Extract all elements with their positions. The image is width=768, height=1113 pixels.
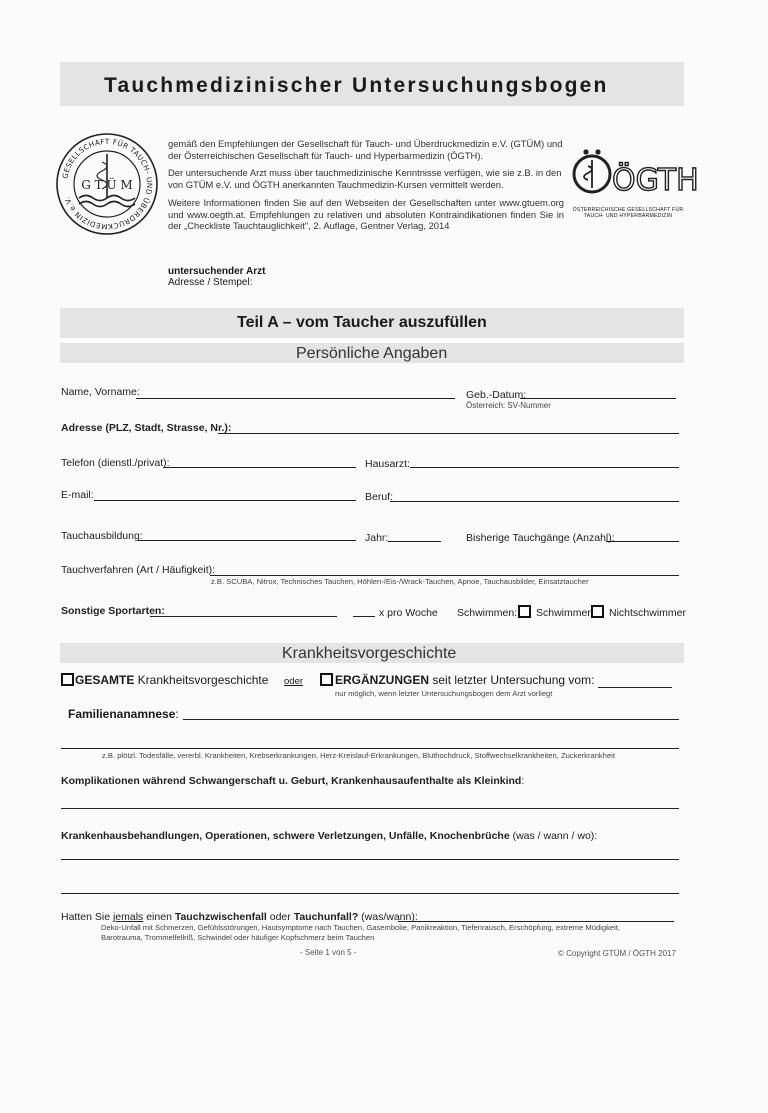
- incident-mid: einen: [143, 911, 175, 923]
- dives-label: Bisherige Tauchgänge (Anzahl):: [466, 532, 615, 544]
- gtuem-ring-text: GESELLSCHAFT FÜR TAUCH- UND ÜBERDRUCKMEDIZIN e.V.: [60, 136, 155, 232]
- training-field[interactable]: [138, 540, 356, 541]
- training-label: Tauchausbildung:: [61, 530, 143, 542]
- hospital-label: [61, 830, 597, 842]
- family-field-2[interactable]: [61, 748, 679, 749]
- oegth-logo: [568, 144, 699, 222]
- swim-label: Schwimmen:: [457, 607, 518, 619]
- doctor-sublabel: Adresse / Stempel:: [168, 277, 253, 288]
- intro-paragraph-2: Der untersuchende Arzt muss über tauchmedizinische Kenntnisse verfügen, wie sie z.B. in den von GTÜM e.V. und ÖGTH anerkannten Tauchmedizin-Kursen vermittelt werden.: [168, 167, 562, 190]
- total-history-label: [75, 673, 268, 687]
- page-number: - Seite 1 von 5 -: [300, 948, 357, 957]
- hospital-text: Krankenhausbehandlungen, Operationen, schwere Verletzungen, Unfälle, Knochenbrüche: [61, 830, 510, 842]
- family-label-colon: :: [175, 707, 179, 721]
- gtuem-letters: G T Ü M: [81, 178, 133, 192]
- total-history-rest: Krankheitsvorgeschichte: [134, 673, 269, 687]
- supplements-bold: ERGÄNZUNGEN: [335, 673, 430, 687]
- swimmer-label: Schwimmer: [536, 607, 591, 619]
- family-label-text: Familienanamnese: [68, 707, 176, 721]
- history-heading: Krankheitsvorgeschichte: [282, 645, 457, 662]
- incident-b2: Tauchunfall?: [293, 911, 359, 923]
- page-title: Tauchmedizinischer Untersuchungsbogen: [104, 74, 609, 97]
- personal-heading: Persönliche Angaben: [296, 345, 448, 362]
- incident-pre: Hatten Sie: [61, 911, 113, 923]
- intro-paragraph-3: Weitere Informationen finden Sie auf den Webseiten der Gesellschaften unter www.gtuem.org und www.oegth.at. Empfehlungen zu relativen und absoluten Kontraindikationen finden Sie in der „Checkliste Tauchtauglichkeit", 2. Auflage, Gentner Verlag, 2014: [168, 197, 564, 232]
- incident-or: oder: [266, 911, 294, 923]
- supplements-label: [335, 673, 594, 687]
- or-label: oder: [284, 676, 304, 687]
- swimmer-checkbox[interactable]: [518, 605, 531, 618]
- incident-jemals: jemals: [112, 911, 144, 923]
- hospital-suffix: (was / wann / wo):: [509, 830, 598, 842]
- oegth-mark: ÖGTH: [612, 163, 699, 198]
- gp-label: Hausarzt:: [365, 458, 410, 470]
- supplements-rest: seit letzter Untersuchung vom:: [429, 673, 595, 687]
- address-label: Adresse (PLZ, Stadt, Strasse, Nr.):: [61, 422, 232, 434]
- name-label: Name, Vorname:: [61, 386, 140, 398]
- copyright: © Copyright GTÜM / ÖGTH 2017: [558, 949, 676, 958]
- sports-label: Sonstige Sportarten:: [61, 605, 165, 617]
- supplements-hint: nur möglich, wenn letzter Untersuchungsbogen dem Arzt vorliegt: [335, 689, 553, 698]
- part-a-title: Teil A – vom Taucher auszufüllen: [237, 314, 487, 331]
- family-hint: z.B. plötzl. Todesfälle, vererbl. Krankheiten, Krebserkrankungen, Herz-Kreislauf-Erkrankungen, Bluthochdruck, Stoffwechselkrankheiten, Zuckerkrankheit: [102, 751, 615, 760]
- methods-label: Tauchverfahren (Art / Häufigkeit):: [61, 564, 216, 576]
- complications-colon: :: [521, 775, 525, 787]
- doctor-label: untersuchender Arzt: [168, 266, 266, 277]
- methods-hint: z.B. SCUBA, Nitrox, Technisches Tauchen, Höhlen-/Eis-/Wrack-Tauchen, Apnoe, Tauchausbilder, Einsatztaucher: [211, 577, 589, 586]
- oegth-caption-1: ÖSTERREICHISCHE GESELLSCHAFT FÜR: [572, 207, 684, 213]
- sports-field[interactable]: [150, 616, 337, 617]
- incident-field[interactable]: [398, 921, 674, 922]
- family-label: [68, 707, 179, 721]
- incident-post: (was/wann):: [358, 911, 418, 923]
- incident-hint-2: Barotrauma, Trommelfellriß, Schwindel oder häufiger Kopfschmerz beim Tauchen: [101, 933, 375, 942]
- dob-hint: Österreich: SV-Nummer: [466, 401, 551, 410]
- job-label: Beruf:: [365, 491, 394, 503]
- hospital-field-1[interactable]: [61, 859, 679, 860]
- family-field-1[interactable]: [183, 719, 679, 720]
- total-history-checkbox[interactable]: [61, 673, 74, 686]
- hospital-field-2[interactable]: [61, 893, 679, 894]
- phone-label: Telefon (dienstl./privat):: [61, 457, 170, 469]
- per-week-label: x pro Woche: [379, 607, 438, 619]
- total-history-bold: GESAMTE: [75, 673, 135, 687]
- address-field[interactable]: [218, 433, 679, 434]
- supplements-checkbox[interactable]: [320, 673, 333, 686]
- incident-hint-1: Deko-Unfall mit Schmerzen, Gefühlsstörungen, Hautsymptome nach Tauchen, Gasembolie, Panikreaktion, Tiefenrausch, Erschöpfung, extreme Müdigkeit,: [101, 923, 621, 932]
- last-exam-date-field[interactable]: [598, 687, 672, 688]
- gtuem-logo: [55, 132, 159, 236]
- email-label: E-mail:: [61, 489, 94, 501]
- complications-label: [61, 775, 524, 787]
- dob-field[interactable]: [520, 398, 676, 399]
- year-field[interactable]: [388, 541, 441, 542]
- complications-text: Komplikationen während Schwangerschaft u. Geburt, Krankenhausaufenthalte als Kleinkind: [61, 775, 522, 787]
- methods-field[interactable]: [210, 575, 679, 576]
- year-label: Jahr:: [365, 532, 389, 544]
- oegth-caption-2: TAUCH- UND HYPERBARMEDIZIN: [583, 213, 673, 219]
- name-field[interactable]: [136, 398, 455, 399]
- phone-field[interactable]: [163, 467, 356, 468]
- non-swimmer-checkbox[interactable]: [591, 605, 604, 618]
- gp-field[interactable]: [410, 467, 679, 468]
- dob-label: Geb.-Datum:: [466, 389, 527, 401]
- incident-question: [61, 911, 418, 923]
- email-field[interactable]: [94, 500, 356, 501]
- complications-field[interactable]: [61, 808, 679, 809]
- dives-field[interactable]: [606, 541, 679, 542]
- non-swimmer-label: Nichtschwimmer: [609, 607, 687, 619]
- intro-paragraph-1: gemäß den Empfehlungen der Gesellschaft für Tauch- und Überdruckmedizin e.V. (GTÜM) und der Österreichischen Gesellschaft für Tauch- und Hyperbarmedizin (ÖGTH).: [168, 138, 563, 161]
- incident-b1: Tauchzwischenfall: [174, 911, 267, 923]
- job-field[interactable]: [390, 501, 679, 502]
- per-week-field[interactable]: [353, 616, 375, 617]
